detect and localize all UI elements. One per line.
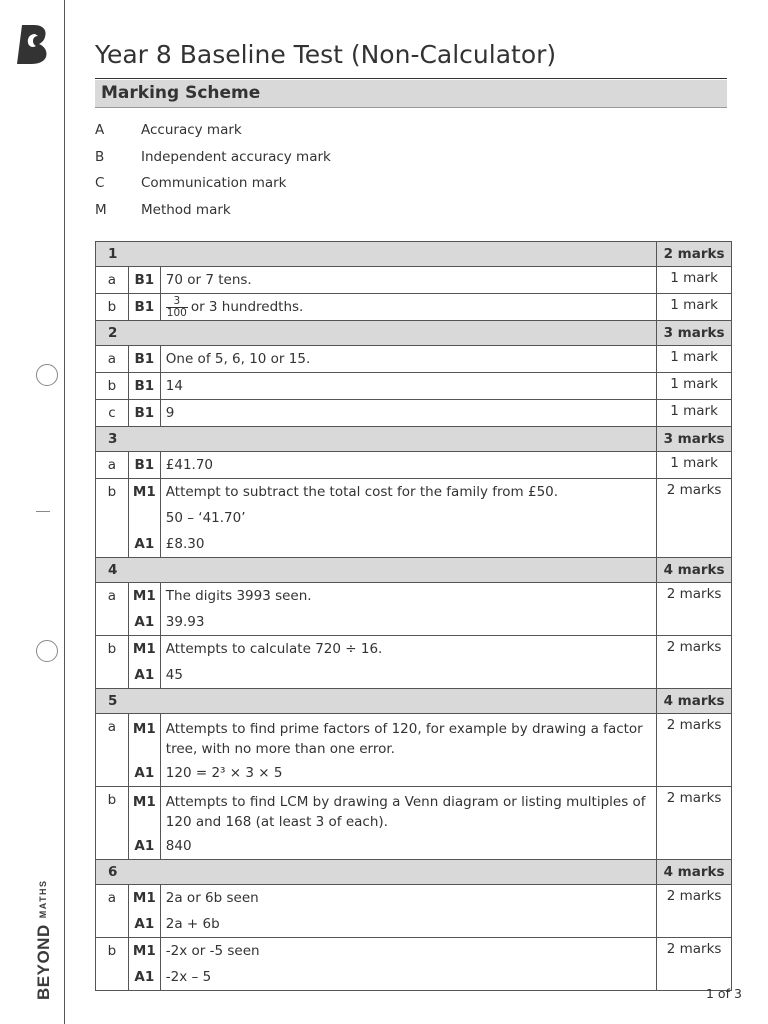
marking-table xyxy=(95,241,732,991)
part-marks: 1 mark xyxy=(657,294,732,321)
mark-type-cell xyxy=(128,452,160,479)
answer-text: 45 xyxy=(165,667,183,683)
question-header-row xyxy=(96,321,732,346)
mark-type: A1 xyxy=(134,916,155,932)
answer-text: 840 xyxy=(165,838,192,854)
section-title: Marking Scheme xyxy=(101,83,261,103)
section-header xyxy=(95,80,727,108)
mark-type-cell xyxy=(128,373,160,400)
part-label: b xyxy=(96,479,129,558)
punch-hole-top xyxy=(36,364,58,386)
answer-line xyxy=(161,267,656,293)
answer-text: Attempts to find prime factors of 120, for example by drawing a factor tree, with no more than one error. xyxy=(165,721,643,757)
legend-label: Method mark xyxy=(141,201,231,218)
mark-legend xyxy=(95,122,331,228)
answer-text: Attempts to find LCM by drawing a Venn diagram or listing multiples of 120 and 168 (at least 3 of each). xyxy=(165,794,646,830)
part-label: a xyxy=(96,885,129,938)
mark-type: B1 xyxy=(134,299,155,315)
legend-code: M xyxy=(95,201,107,218)
part-label: a xyxy=(96,583,129,636)
answer-text: One of 5, 6, 10 or 15. xyxy=(165,351,311,367)
answer-line xyxy=(161,787,656,833)
part-marks: 2 marks xyxy=(657,583,732,636)
mark-type-cell xyxy=(128,885,160,938)
question-header-row xyxy=(96,860,732,885)
part-marks: 1 mark xyxy=(657,452,732,479)
mark-type: A1 xyxy=(134,765,155,781)
question-number: 2 xyxy=(96,321,657,346)
fraction-numerator: 3 xyxy=(166,296,188,308)
part-row xyxy=(96,452,732,479)
answer-text: 50 – ‘41.70’ xyxy=(165,510,246,526)
question-total-marks: 4 marks xyxy=(657,689,732,714)
legend-label: Communication mark xyxy=(141,175,287,191)
title-rule xyxy=(95,78,727,79)
mark-type: M1 xyxy=(132,794,156,810)
question-number: 6 xyxy=(96,860,657,885)
part-row xyxy=(96,787,732,860)
mark-type: A1 xyxy=(134,536,155,552)
answer-text: 14 xyxy=(165,378,183,394)
part-row xyxy=(96,885,732,938)
answer-line xyxy=(161,714,656,760)
part-row xyxy=(96,938,732,991)
legend-row xyxy=(95,175,331,202)
answer-line xyxy=(161,479,656,505)
answer-cell xyxy=(160,373,656,400)
mark-type: M1 xyxy=(132,943,156,959)
answer-line xyxy=(161,885,656,911)
mark-type: A1 xyxy=(134,667,155,683)
mark-type: B1 xyxy=(134,378,155,394)
answer-line xyxy=(161,505,656,531)
mark-type: B1 xyxy=(134,272,155,288)
answer-line xyxy=(161,346,656,372)
answer-cell xyxy=(160,267,656,294)
legend-row xyxy=(95,202,331,229)
part-marks: 2 marks xyxy=(657,479,732,558)
question-header-row xyxy=(96,427,732,452)
question-header-row xyxy=(96,689,732,714)
part-row xyxy=(96,400,732,427)
answer-text: Attempt to subtract the total cost for the family from £50. xyxy=(165,484,559,500)
part-row xyxy=(96,583,732,636)
part-label: a xyxy=(96,714,129,787)
question-number: 1 xyxy=(96,242,657,267)
question-total-marks: 4 marks xyxy=(657,860,732,885)
part-marks: 1 mark xyxy=(657,346,732,373)
mark-type-cell xyxy=(128,787,160,860)
answer-line xyxy=(161,964,656,990)
mark-type: M1 xyxy=(132,484,156,500)
brand-wordmark xyxy=(34,879,54,1000)
question-total-marks: 3 marks xyxy=(657,321,732,346)
question-number: 3 xyxy=(96,427,657,452)
part-label: a xyxy=(96,346,129,373)
answer-cell xyxy=(160,636,656,689)
part-label: a xyxy=(96,452,129,479)
answer-text: -2x or -5 seen xyxy=(165,943,260,959)
part-row xyxy=(96,373,732,400)
answer-text: 9 xyxy=(165,405,175,421)
mark-type: A1 xyxy=(134,614,155,630)
part-marks: 1 mark xyxy=(657,267,732,294)
answer-cell xyxy=(160,938,656,991)
question-header-row xyxy=(96,242,732,267)
part-marks: 2 marks xyxy=(657,938,732,991)
mark-type-cell xyxy=(128,479,160,558)
answer-text: Attempts to calculate 720 ÷ 16. xyxy=(165,641,383,657)
part-row xyxy=(96,714,732,787)
answer-line xyxy=(161,373,656,399)
part-label: a xyxy=(96,267,129,294)
answer-text: 2a or 6b seen xyxy=(165,890,259,906)
question-number: 5 xyxy=(96,689,657,714)
mark-type-cell xyxy=(128,714,160,787)
mark-type: M1 xyxy=(132,641,156,657)
part-label: b xyxy=(96,787,129,860)
answer-line xyxy=(161,911,656,937)
part-row xyxy=(96,267,732,294)
mark-type-cell xyxy=(128,636,160,689)
part-row xyxy=(96,346,732,373)
answer-cell xyxy=(160,400,656,427)
punch-hole-bottom xyxy=(36,640,58,662)
mark-type: A1 xyxy=(134,969,155,985)
mark-type: M1 xyxy=(132,890,156,906)
part-label: b xyxy=(96,938,129,991)
answer-line xyxy=(161,609,656,635)
answer-line xyxy=(161,938,656,964)
question-total-marks: 2 marks xyxy=(657,242,732,267)
answer-text: or 3 hundredths. xyxy=(190,299,304,315)
mark-type-cell xyxy=(128,400,160,427)
question-number: 4 xyxy=(96,558,657,583)
answer-text: £8.30 xyxy=(165,536,205,552)
question-header-row xyxy=(96,558,732,583)
answer-text: The digits 3993 seen. xyxy=(165,588,312,604)
part-marks: 2 marks xyxy=(657,787,732,860)
answer-text: £41.70 xyxy=(165,457,214,473)
answer-text: 120 = 2³ × 3 × 5 xyxy=(165,765,283,781)
margin-line xyxy=(64,0,65,1024)
answer-text: 2a + 6b xyxy=(165,916,220,932)
brand-name: BEYOND xyxy=(34,924,53,1000)
answer-line xyxy=(161,400,656,426)
mark-type-cell xyxy=(128,294,160,321)
legend-label: Accuracy mark xyxy=(141,122,242,138)
answer-line xyxy=(161,531,656,557)
answer-text: -2x – 5 xyxy=(165,969,212,985)
answer-text: 39.93 xyxy=(165,614,205,630)
part-label: b xyxy=(96,636,129,689)
mark-type-cell xyxy=(128,267,160,294)
answer-cell xyxy=(160,885,656,938)
mark-type: A1 xyxy=(134,838,155,854)
fold-mark xyxy=(36,511,50,512)
answer-cell xyxy=(160,294,656,321)
legend-row xyxy=(95,122,331,149)
answer-line xyxy=(161,294,656,320)
legend-code: A xyxy=(95,122,105,138)
part-label: c xyxy=(96,400,129,427)
part-marks: 2 marks xyxy=(657,714,732,787)
question-total-marks: 4 marks xyxy=(657,558,732,583)
mark-type: B1 xyxy=(134,405,155,421)
answer-line xyxy=(161,760,656,786)
answer-cell xyxy=(160,452,656,479)
question-total-marks: 3 marks xyxy=(657,427,732,452)
page-title: Year 8 Baseline Test (Non-Calculator) xyxy=(95,40,557,69)
part-label: b xyxy=(96,294,129,321)
answer-text: 70 or 7 tens. xyxy=(165,272,252,288)
answer-cell xyxy=(160,479,656,558)
answer-cell xyxy=(160,346,656,373)
brand-sub: MATHS xyxy=(38,879,48,919)
fraction xyxy=(166,296,188,319)
part-row xyxy=(96,636,732,689)
mark-type-cell xyxy=(128,583,160,636)
mark-type-cell xyxy=(128,938,160,991)
page-number: 1 of 3 xyxy=(706,986,742,1001)
mark-type xyxy=(129,505,160,531)
beyond-logo-icon xyxy=(15,24,49,64)
mark-type: M1 xyxy=(132,721,156,737)
part-label: b xyxy=(96,373,129,400)
part-row xyxy=(96,294,732,321)
legend-row xyxy=(95,149,331,176)
mark-type: B1 xyxy=(134,457,155,473)
answer-line xyxy=(161,636,656,662)
mark-type: B1 xyxy=(134,351,155,367)
answer-cell xyxy=(160,714,656,787)
answer-line xyxy=(161,662,656,688)
fraction-denominator: 100 xyxy=(166,306,187,319)
part-marks: 2 marks xyxy=(657,885,732,938)
mark-type-cell xyxy=(128,346,160,373)
answer-cell xyxy=(160,583,656,636)
mark-type: M1 xyxy=(132,588,156,604)
answer-line xyxy=(161,583,656,609)
answer-cell xyxy=(160,787,656,860)
answer-line xyxy=(161,833,656,859)
legend-label: Independent accuracy mark xyxy=(141,148,331,165)
answer-line xyxy=(161,452,656,478)
part-marks: 1 mark xyxy=(657,400,732,427)
part-row xyxy=(96,479,732,558)
legend-code: B xyxy=(95,148,105,165)
part-marks: 1 mark xyxy=(657,373,732,400)
part-marks: 2 marks xyxy=(657,636,732,689)
legend-code: C xyxy=(95,175,105,191)
